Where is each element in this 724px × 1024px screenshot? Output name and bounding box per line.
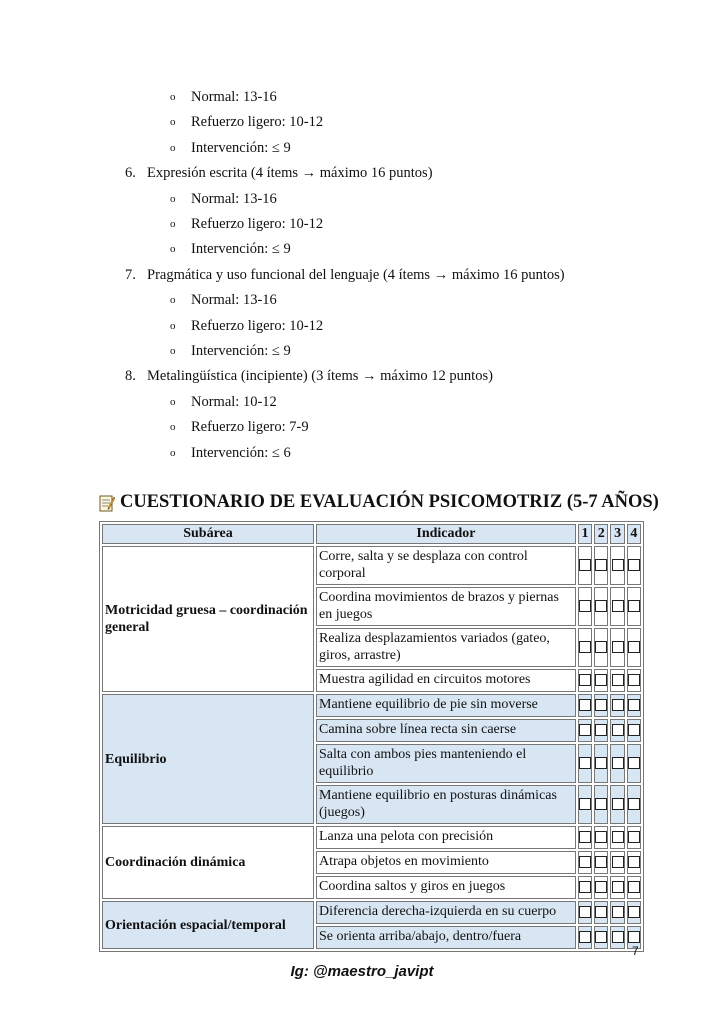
- score-cell-2: [594, 546, 608, 585]
- bullet-icon: o: [170, 243, 176, 256]
- score-cell-3: [610, 826, 624, 849]
- score-cell-2: [594, 851, 608, 874]
- indicator-cell: Corre, salta y se desplaza con control corporal: [316, 546, 576, 585]
- indicator-cell: Mantiene equilibrio de pie sin moverse: [316, 694, 576, 717]
- score-cell-3: [610, 669, 624, 692]
- checkbox-icon[interactable]: [628, 724, 640, 736]
- checkbox-icon[interactable]: [628, 906, 640, 918]
- checkbox-icon[interactable]: [612, 674, 624, 686]
- indicator-cell: Muestra agilidad en circuitos motores: [316, 669, 576, 692]
- score-cell-2: [594, 628, 608, 667]
- list-text: Metalingüística (incipiente) (3 ítems → máximo 12 puntos): [147, 368, 493, 385]
- bullet-icon: o: [170, 91, 176, 103]
- header-score-1: 1: [578, 524, 592, 544]
- score-cell-1: [578, 719, 592, 742]
- list-text: Normal: 13-16: [191, 89, 277, 105]
- list-item-numbered: [125, 164, 433, 182]
- list-number: 6.: [125, 165, 136, 182]
- memo-icon: [99, 494, 115, 512]
- checkbox-icon[interactable]: [579, 724, 591, 736]
- bullet-icon: o: [170, 218, 176, 230]
- checkbox-icon[interactable]: [612, 798, 624, 810]
- score-cell-1: [578, 546, 592, 585]
- list-item-numbered: [125, 367, 493, 385]
- table-row: [102, 694, 641, 717]
- evaluation-table: [99, 521, 644, 952]
- checkbox-icon[interactable]: [579, 600, 591, 612]
- checkbox-icon[interactable]: [595, 931, 607, 943]
- checkbox-icon[interactable]: [628, 831, 640, 843]
- bullet-icon: o: [170, 345, 176, 357]
- section-heading: [99, 492, 659, 513]
- table-row: [102, 546, 641, 585]
- list-subitem: [170, 418, 309, 436]
- checkbox-icon[interactable]: [595, 881, 607, 893]
- table-row: [102, 826, 641, 849]
- score-cell-2: [594, 785, 608, 824]
- checkbox-icon[interactable]: [595, 699, 607, 711]
- list-text: Refuerzo ligero: 7-9: [191, 419, 309, 436]
- list-subitem: [170, 342, 291, 360]
- score-cell-3: [610, 876, 624, 899]
- indicator-cell: Camina sobre línea recta sin caerse: [316, 719, 576, 742]
- checkbox-icon[interactable]: [612, 724, 624, 736]
- checkbox-icon[interactable]: [595, 559, 607, 571]
- checkbox-icon[interactable]: [628, 674, 640, 686]
- score-cell-1: [578, 826, 592, 849]
- score-cell-3: [610, 546, 624, 585]
- score-cell-2: [594, 694, 608, 717]
- score-cell-4: [627, 719, 641, 742]
- list-item-numbered: [125, 266, 565, 284]
- score-cell-4: [627, 628, 641, 667]
- score-cell-3: [610, 744, 624, 783]
- checkbox-icon[interactable]: [612, 559, 624, 571]
- list-text: Refuerzo ligero: 10-12: [191, 317, 324, 334]
- table-row: [102, 901, 641, 924]
- list-text: Intervención: ≤ 6: [191, 444, 291, 461]
- checkbox-icon[interactable]: [628, 931, 640, 943]
- indicator-cell: Lanza una pelota con precisión: [316, 826, 576, 849]
- checkbox-icon[interactable]: [595, 906, 607, 918]
- indicator-cell: Coordina saltos y giros en juegos: [316, 876, 576, 899]
- bullet-icon: o: [170, 294, 176, 307]
- checkbox-icon[interactable]: [612, 906, 624, 918]
- score-cell-4: [627, 785, 641, 824]
- score-cell-1: [578, 669, 592, 692]
- score-cell-3: [610, 785, 624, 824]
- indicator-cell: Salta con ambos pies manteniendo el equilibrio: [316, 744, 576, 783]
- checkbox-icon[interactable]: [612, 699, 624, 711]
- score-cell-2: [594, 926, 608, 949]
- score-cell-3: [610, 901, 624, 924]
- header-indicador: Indicador: [316, 524, 576, 544]
- checkbox-icon[interactable]: [595, 641, 607, 653]
- score-cell-2: [594, 876, 608, 899]
- checkbox-icon[interactable]: [579, 757, 591, 769]
- list-subitem: [170, 190, 277, 208]
- subarea-cell: Equilibrio: [102, 694, 314, 824]
- checkbox-icon[interactable]: [595, 674, 607, 686]
- score-cell-1: [578, 628, 592, 667]
- score-cell-4: [627, 669, 641, 692]
- list-text: Intervención: ≤ 9: [191, 241, 291, 258]
- header-score-3: 3: [610, 524, 624, 544]
- score-cell-4: [627, 587, 641, 626]
- checkbox-icon[interactable]: [595, 757, 607, 769]
- checkbox-icon[interactable]: [628, 641, 640, 653]
- score-cell-1: [578, 901, 592, 924]
- checkbox-icon[interactable]: [628, 600, 640, 612]
- header-score-4: 4: [627, 524, 641, 544]
- score-cell-2: [594, 719, 608, 742]
- checkbox-icon[interactable]: [628, 881, 640, 893]
- checkbox-icon[interactable]: [612, 881, 624, 893]
- score-cell-3: [610, 694, 624, 717]
- table-body: [102, 546, 641, 949]
- header-score-2: 2: [594, 524, 608, 544]
- checkbox-icon[interactable]: [628, 856, 640, 868]
- score-cell-2: [594, 669, 608, 692]
- page-number: 7: [632, 944, 639, 958]
- bullet-icon: o: [170, 116, 176, 129]
- indicator-cell: Se orienta arriba/abajo, dentro/fuera: [316, 926, 576, 949]
- checkbox-icon[interactable]: [612, 641, 624, 653]
- bullet-icon: o: [170, 192, 176, 205]
- checkbox-icon[interactable]: [612, 757, 624, 769]
- score-cell-2: [594, 744, 608, 783]
- list-subitem: [170, 291, 277, 309]
- checkbox-icon[interactable]: [612, 856, 624, 868]
- checkbox-icon[interactable]: [579, 798, 591, 810]
- checkbox-icon[interactable]: [595, 798, 607, 810]
- indicator-cell: Realiza desplazamientos variados (gateo, giros, arrastre): [316, 628, 576, 667]
- score-cell-2: [594, 587, 608, 626]
- score-cell-2: [594, 901, 608, 924]
- list-subitem: [170, 113, 323, 131]
- header-subarea: Subárea: [102, 524, 314, 544]
- checkbox-icon[interactable]: [595, 831, 607, 843]
- checkbox-icon[interactable]: [579, 831, 591, 843]
- score-cell-1: [578, 785, 592, 824]
- checkbox-icon[interactable]: [579, 641, 591, 653]
- list-text: Normal: 13-16: [191, 190, 277, 207]
- list-text: Refuerzo ligero: 10-12: [191, 216, 324, 232]
- score-cell-1: [578, 851, 592, 874]
- score-cell-2: [594, 826, 608, 849]
- checkbox-icon[interactable]: [579, 931, 591, 943]
- subarea-cell: Coordinación dinámica: [102, 826, 314, 899]
- checkbox-icon[interactable]: [579, 674, 591, 686]
- bullet-icon: o: [170, 446, 176, 459]
- bullet-icon: o: [170, 421, 176, 434]
- checkbox-icon[interactable]: [612, 600, 624, 612]
- score-cell-4: [627, 694, 641, 717]
- list-text: Normal: 13-16: [191, 292, 277, 309]
- score-cell-3: [610, 719, 624, 742]
- checkbox-icon[interactable]: [579, 699, 591, 711]
- evaluation-table-wrap: [99, 521, 644, 952]
- checkbox-icon[interactable]: [628, 699, 640, 711]
- score-cell-4: [627, 744, 641, 783]
- checkbox-icon[interactable]: [579, 881, 591, 893]
- checkbox-icon[interactable]: [628, 757, 640, 769]
- list-text: Intervención: ≤ 9: [191, 139, 291, 156]
- list-text: Intervención: ≤ 9: [191, 343, 291, 359]
- indicator-cell: Coordina movimientos de brazos y piernas en juegos: [316, 587, 576, 626]
- checkbox-icon[interactable]: [595, 724, 607, 736]
- score-cell-3: [610, 587, 624, 626]
- score-cell-1: [578, 587, 592, 626]
- checkbox-icon[interactable]: [628, 798, 640, 810]
- checkbox-icon[interactable]: [595, 600, 607, 612]
- subarea-cell: Motricidad gruesa – coordinación general: [102, 546, 314, 692]
- list-number: 8.: [125, 368, 136, 385]
- score-cell-4: [627, 876, 641, 899]
- list-subitem: [170, 393, 277, 411]
- bullet-icon: o: [170, 319, 176, 332]
- list-number: 7.: [125, 266, 136, 283]
- score-cell-1: [578, 694, 592, 717]
- checkbox-icon[interactable]: [579, 856, 591, 868]
- score-cell-4: [627, 901, 641, 924]
- checkbox-icon[interactable]: [612, 931, 624, 943]
- subarea-cell: Orientación espacial/temporal: [102, 901, 314, 949]
- checkbox-icon[interactable]: [579, 906, 591, 918]
- score-cell-3: [610, 628, 624, 667]
- bullet-icon: o: [170, 141, 176, 154]
- list-text: Refuerzo ligero: 10-12: [191, 114, 324, 131]
- heading-text: CUESTIONARIO DE EVALUACIÓN PSICOMOTRIZ (5-7 AÑOS): [120, 492, 659, 512]
- score-cell-1: [578, 744, 592, 783]
- score-cell-1: [578, 876, 592, 899]
- list-subitem: [170, 215, 323, 233]
- author-handle: Ig: @maestro_javipt: [290, 963, 434, 980]
- checkbox-icon[interactable]: [612, 831, 624, 843]
- score-cell-1: [578, 926, 592, 949]
- indicator-cell: Mantiene equilibrio en posturas dinámicas (juegos): [316, 785, 576, 824]
- list-text: Normal: 10-12: [191, 393, 277, 410]
- score-cell-3: [610, 926, 624, 949]
- checkbox-icon[interactable]: [595, 856, 607, 868]
- indicator-cell: Diferencia derecha-izquierda en su cuerpo: [316, 901, 576, 924]
- score-cell-4: [627, 826, 641, 849]
- indicator-cell: Atrapa objetos en movimiento: [316, 851, 576, 874]
- list-subitem: [170, 88, 277, 106]
- list-subitem: [170, 317, 323, 335]
- list-subitem: [170, 139, 291, 157]
- checkbox-icon[interactable]: [579, 559, 591, 571]
- score-cell-3: [610, 851, 624, 874]
- score-cell-4: [627, 851, 641, 874]
- list-subitem: [170, 444, 291, 462]
- bullet-icon: o: [170, 395, 176, 408]
- checkbox-icon[interactable]: [628, 559, 640, 571]
- list-subitem: [170, 240, 291, 258]
- list-text: Pragmática y uso funcional del lenguaje (4 ítems → máximo 16 puntos): [147, 266, 565, 283]
- score-cell-4: [627, 546, 641, 585]
- table-header-row: [102, 524, 641, 544]
- list-text: Expresión escrita (4 ítems → máximo 16 puntos): [147, 165, 433, 182]
